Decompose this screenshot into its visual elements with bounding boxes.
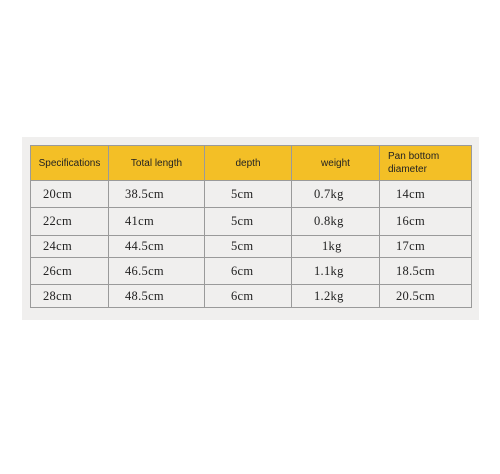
cell-total-length: 44.5cm (109, 236, 205, 258)
header-total-length: Total length (109, 146, 205, 181)
cell-total-length: 48.5cm (109, 285, 205, 308)
table-row (31, 208, 472, 236)
cell-pan-bottom-diameter: 14cm (380, 181, 472, 208)
specifications-table (30, 145, 472, 308)
cell-specification: 26cm (31, 258, 109, 285)
cell-specification: 28cm (31, 285, 109, 308)
cell-total-length: 38.5cm (109, 181, 205, 208)
table-row (31, 258, 472, 285)
header-row (31, 146, 472, 181)
cell-pan-bottom-diameter: 18.5cm (380, 258, 472, 285)
cell-pan-bottom-diameter: 16cm (380, 208, 472, 236)
cell-pan-bottom-diameter: 17cm (380, 236, 472, 258)
cell-pan-bottom-diameter: 20.5cm (380, 285, 472, 308)
table-row (31, 285, 472, 308)
cell-weight: 1kg (292, 236, 380, 258)
cell-total-length: 41cm (109, 208, 205, 236)
header-specifications: Specifications (31, 146, 109, 181)
cell-weight: 0.8kg (292, 208, 380, 236)
cell-weight: 1.2kg (292, 285, 380, 308)
cell-specification: 20cm (31, 181, 109, 208)
cell-weight: 1.1kg (292, 258, 380, 285)
cell-total-length: 46.5cm (109, 258, 205, 285)
cell-depth: 6cm (205, 285, 292, 308)
header-pan-bottom-diameter: Pan bottom diameter (380, 146, 472, 181)
header-depth: depth (205, 146, 292, 181)
cell-weight: 0.7kg (292, 181, 380, 208)
cell-specification: 22cm (31, 208, 109, 236)
cell-depth: 5cm (205, 208, 292, 236)
cell-depth: 5cm (205, 236, 292, 258)
cell-specification: 24cm (31, 236, 109, 258)
cell-depth: 6cm (205, 258, 292, 285)
cell-depth: 5cm (205, 181, 292, 208)
header-weight: weight (292, 146, 380, 181)
table-row (31, 181, 472, 208)
table-row (31, 236, 472, 258)
